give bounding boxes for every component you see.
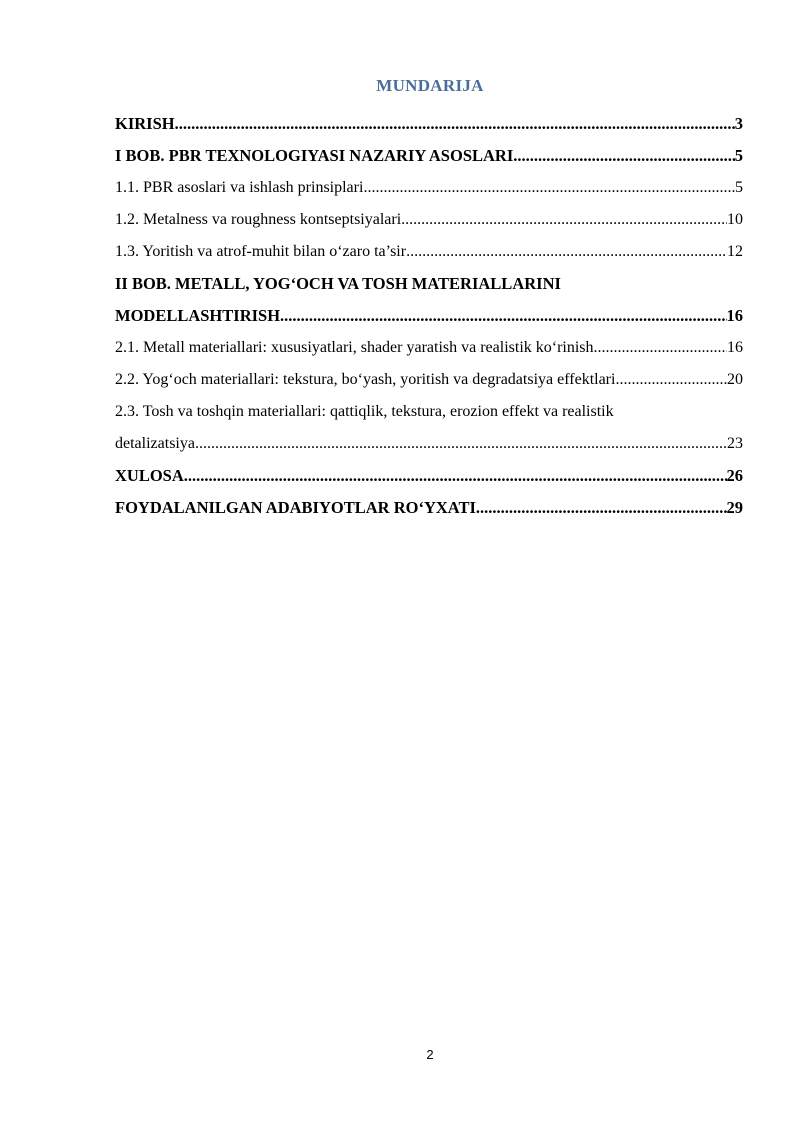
toc-entry-page: 23 [727,435,743,452]
toc-entry-kirish[interactable] [115,108,743,140]
toc-entry-section-1-2[interactable] [115,204,743,236]
toc-entry-label: detalizatsiya [115,435,195,452]
toc-entry-label: II BOB. METALL, YOG‘OCH VA TOSH MATERIALLARINI [115,274,561,293]
toc-entry-xulosa[interactable] [115,460,743,492]
toc-entry-page: 12 [727,243,743,260]
toc-entry-label: FOYDALANILGAN ADABIYOTLAR RO‘YXATI [115,498,476,517]
toc-entry-label: 2.1. Metall materiallari: xususiyatlari, shader yaratish va realistik ko‘rinish [115,339,594,356]
toc-entry-label: 1.1. PBR asoslari va ishlash prinsiplari [115,179,364,196]
toc-entry-label: KIRISH [115,114,175,133]
toc-entry-label: I BOB. PBR TEXNOLOGIYASI NAZARIY ASOSLARI [115,146,514,165]
toc-leader-dots [280,300,726,332]
toc-leader-dots [476,492,727,524]
toc-entry-label: XULOSA [115,466,184,485]
toc-entry-page: 16 [726,306,743,325]
toc-entry-page: 3 [734,114,743,133]
toc-entry-chapter-2[interactable] [115,300,743,332]
toc-entry-section-1-1[interactable] [115,172,743,204]
toc-entry-page: 5 [734,146,743,165]
toc-leader-dots [615,364,727,396]
toc-leader-dots [401,204,727,236]
toc-entry-label: MODELLASHTIRISH [115,306,281,325]
toc-entry-chapter-1[interactable] [115,140,743,172]
toc-entry-page: 5 [735,179,743,196]
toc-entry-section-2-3[interactable] [115,428,743,460]
toc-entry-page: 10 [727,211,743,228]
toc-entry-section-2-1[interactable] [115,332,743,364]
toc-entry-chapter-2-line-1[interactable] [115,268,743,300]
toc-leader-dots [195,428,727,460]
toc-entry-page: 26 [726,466,743,485]
toc-leader-dots [175,108,735,140]
toc-leader-dots [184,460,727,492]
toc-entry-label: 1.2. Metalness va roughness kontseptsiyalari [115,211,402,228]
toc-leader-dots [594,332,727,364]
toc-entry-page: 20 [727,371,743,388]
page-number: 2 [426,1047,434,1062]
toc-leader-dots [406,236,727,268]
toc-leader-dots [513,140,735,172]
toc-leader-dots [363,172,735,204]
table-of-contents [115,108,743,524]
toc-entry-label: 1.3. Yoritish va atrof-muhit bilan o‘zaro ta’sir [115,243,407,260]
toc-entry-section-1-3[interactable] [115,236,743,268]
toc-entry-section-2-2[interactable] [115,364,743,396]
toc-title: MUNDARIJA [376,76,484,95]
toc-entry-section-2-3-line-1[interactable] [115,396,743,428]
toc-entry-page: 16 [727,339,743,356]
toc-entry-label: 2.2. Yog‘och materiallari: tekstura, bo‘yash, yoritish va degradatsiya effektlari [115,371,616,388]
toc-entry-references[interactable] [115,492,743,524]
toc-entry-label: 2.3. Tosh va toshqin materiallari: qattiqlik, tekstura, erozion effekt va realistik [115,403,614,420]
toc-entry-page: 29 [726,498,743,517]
